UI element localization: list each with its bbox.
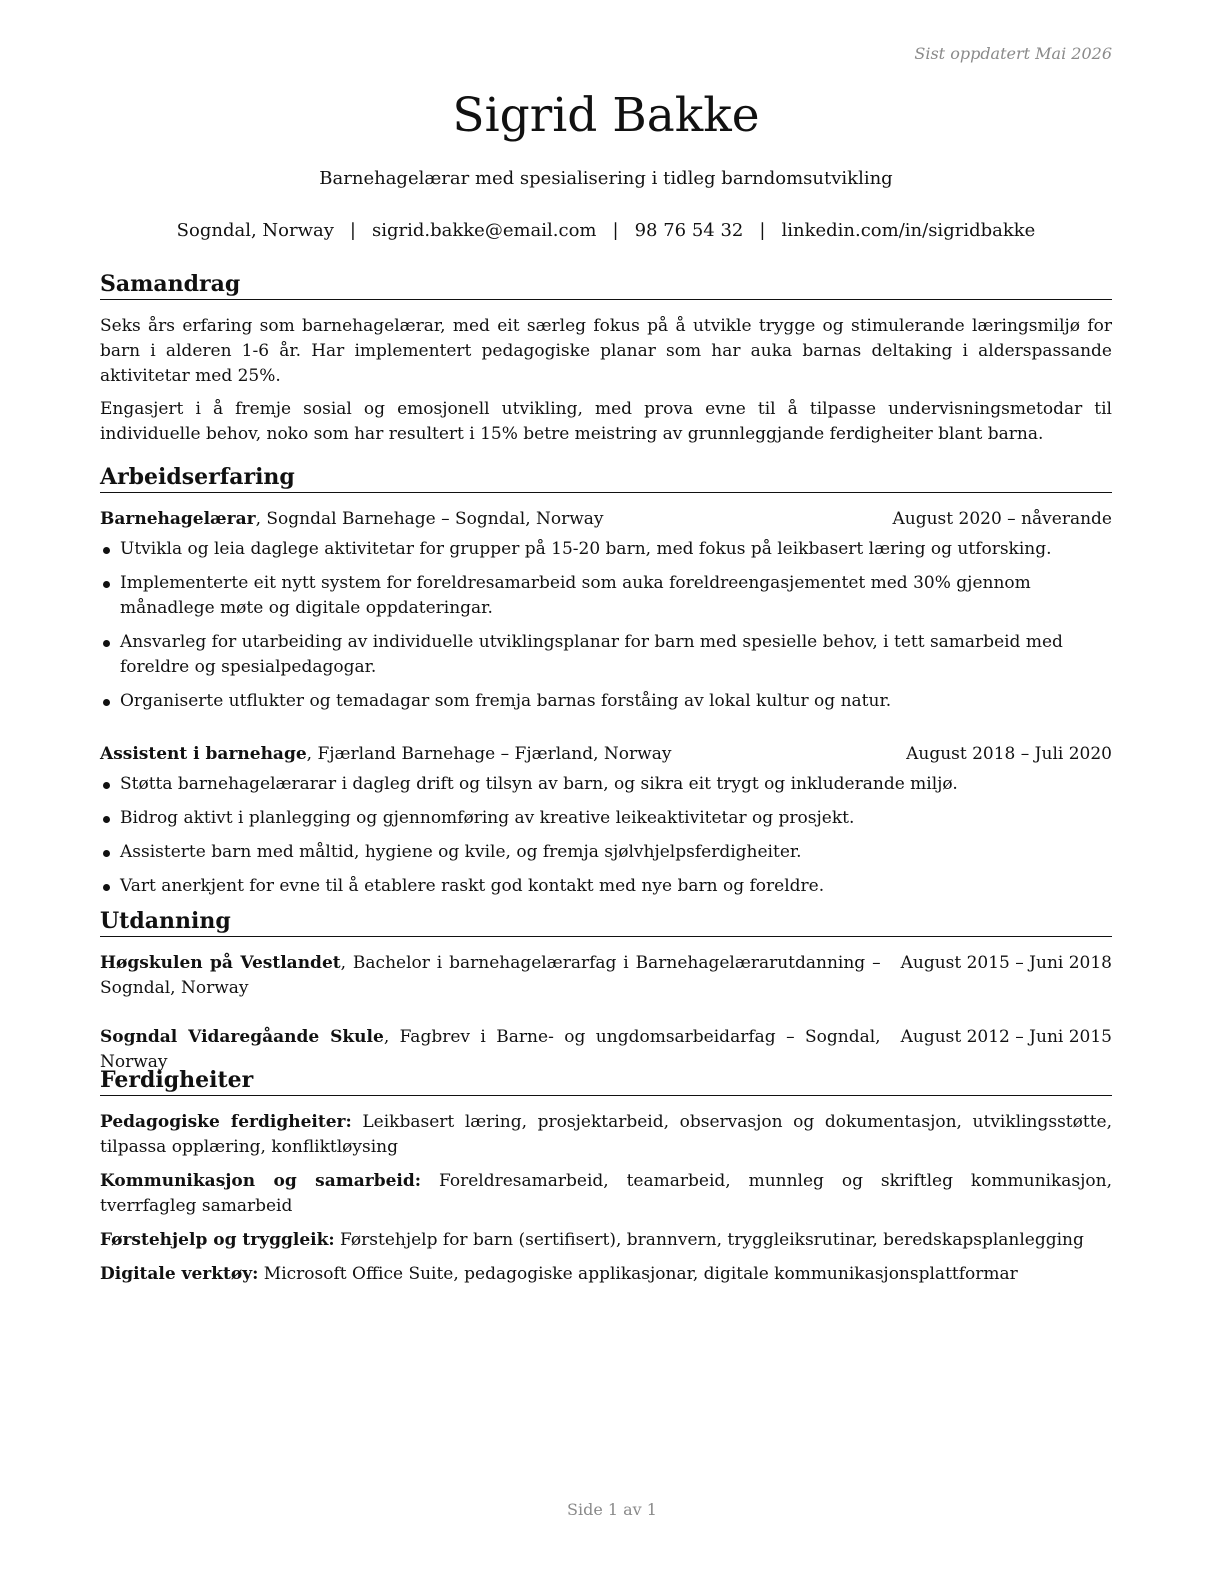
- skill-text: Førstehjelp for barn (sertifisert), brannvern, tryggleiksrutinar, beredskapsplanlegging: [334, 1230, 1084, 1250]
- contact-linkedin[interactable]: linkedin.com/in/sigridbakke: [781, 220, 1036, 241]
- job-employer: , Fjærland Barnehage – Fjærland, Norway: [306, 744, 672, 764]
- bullet-dot-icon: [103, 816, 110, 823]
- bullet-dot-icon: [103, 782, 110, 789]
- bullet-dot-icon: [103, 581, 110, 588]
- job-dates: August 2020 – nåverande: [892, 509, 1112, 529]
- education-entry: [100, 951, 1112, 1001]
- skill-line: [100, 1262, 1112, 1287]
- bullet-item: Implementerte eit nytt system for foreldresamarbeid som auka foreldreengasjementet med 30% gjennom månadlege møte og digitale oppdateringar.: [100, 571, 1112, 621]
- skill-label: Pedagogiske ferdigheiter:: [100, 1112, 352, 1132]
- bullet-item: Ansvarleg for utarbeiding av individuelle utviklingsplanar for barn med spesielle behov, i tett samarbeid med foreldre og spesialpedagogar.: [100, 630, 1112, 680]
- last-updated-note: Sist oppdatert Mai 2026: [914, 44, 1112, 63]
- job-entry: [100, 507, 1112, 714]
- job-role: Assistent i barnehage: [100, 744, 307, 764]
- job-title-line: [100, 507, 873, 532]
- job-employer: , Sogndal Barnehage – Sogndal, Norway: [255, 509, 604, 529]
- skill-text: Foreldresamarbeid, teamarbeid, munnleg og skriftleg kommunikasjon, tverrfagleg samarbeid: [100, 1171, 1112, 1216]
- bullet-item: Assisterte barn med måltid, hygiene og kvile, og fremja sjølvhjelpsferdigheiter.: [100, 840, 1112, 865]
- bullet-dot-icon: [103, 547, 110, 554]
- skill-line: [100, 1169, 1112, 1219]
- contact-line: [100, 218, 1112, 244]
- job-bullets: [100, 537, 1112, 714]
- contact-email[interactable]: sigrid.bakke@email.com: [371, 220, 597, 241]
- bullet-dot-icon: [103, 640, 110, 647]
- summary-paragraph: Engasjert i å fremje sosial og emosjonell utvikling, med prova evne til å tilpasse undervisningsmetodar til individuelle behov, noko som har resultert i 15% betre meistring av grunnleggjande ferdigheiter blant barna.: [100, 399, 1112, 444]
- section-title-education: Utdanning: [100, 907, 1112, 937]
- job-header: [100, 742, 1112, 767]
- candidate-name: Sigrid Bakke: [452, 88, 760, 143]
- skill-line: [100, 1228, 1112, 1253]
- job-title-line: [100, 742, 886, 767]
- bullet-dot-icon: [103, 699, 110, 706]
- skill-label: Digitale verktøy:: [100, 1264, 259, 1284]
- contact-separator: |: [349, 220, 356, 241]
- contact-location: Sogndal, Norway: [176, 220, 334, 241]
- bullet-item: Organiserte utflukter og temadagar som fremja barnas forståing av lokal kultur og natur.: [100, 689, 1112, 714]
- job-role: Barnehagelærar: [100, 509, 256, 529]
- bullet-dot-icon: [103, 884, 110, 891]
- skill-label: Førstehjelp og tryggleik:: [100, 1230, 335, 1250]
- job-dates: August 2018 – Juli 2020: [906, 744, 1112, 764]
- skill-text: Leikbasert læring, prosjektarbeid, observasjon og dokumentasjon, utviklingsstøtte, tilpassa opplæring, konfliktløysing: [100, 1112, 1113, 1157]
- section-title-summary: Samandrag: [100, 270, 1112, 300]
- job-header: [100, 507, 1112, 532]
- bullet-item: Bidrog aktivt i planlegging og gjennomføring av kreative leikeaktivitetar og prosjekt.: [100, 806, 1112, 831]
- contact-phone: 98 76 54 32: [634, 220, 744, 241]
- bullet-dot-icon: [103, 850, 110, 857]
- experience-section: [100, 463, 1112, 899]
- education-program: , Bachelor i barnehagelærarfag i Barnehagelærarutdanning – Sogndal, Norway: [100, 953, 881, 998]
- headline: Barnehagelærar med spesialisering i tidleg barndomsutvikling: [319, 168, 893, 189]
- education-dates: August 2015 – Juni 2018: [900, 953, 1112, 973]
- skill-label: Kommunikasjon og samarbeid:: [100, 1171, 422, 1191]
- education-title-line: [100, 951, 881, 1001]
- education-school: Høgskulen på Vestlandet: [100, 953, 341, 973]
- contact-separator: |: [612, 220, 619, 241]
- education-program: , Fagbrev i Barne- og ungdomsarbeidarfag – Sogndal, Norway: [100, 1027, 881, 1072]
- job-entry: [100, 742, 1112, 899]
- page-number: Side 1 av 1: [567, 1500, 657, 1519]
- section-title-skills: Ferdigheiter: [100, 1066, 1112, 1096]
- bullet-item: Vart anerkjent for evne til å etablere raskt god kontakt med nye barn og foreldre.: [100, 874, 1112, 899]
- skills-section: [100, 1066, 1112, 1296]
- skill-text: Microsoft Office Suite, pedagogiske applikasjonar, digitale kommunikasjonsplattformar: [258, 1264, 1018, 1284]
- section-title-experience: Arbeidserfaring: [100, 463, 1112, 493]
- summary-section: [100, 270, 1112, 447]
- contact-separator: |: [759, 220, 766, 241]
- skill-line: [100, 1110, 1112, 1160]
- education-school: Sogndal Vidaregåande Skule: [100, 1027, 384, 1047]
- summary-paragraph: Seks års erfaring som barnehagelærar, med eit særleg fokus på å utvikle trygge og stimulerande læringsmiljø for barn i alderen 1-6 år. Har implementert pedagogiske planar som har auka barnas deltaking i alderspassande aktivitetar med 25%.: [100, 316, 1112, 386]
- job-bullets: [100, 772, 1112, 899]
- bullet-item: Utvikla og leia daglege aktivitetar for grupper på 15-20 barn, med fokus på leikbasert læring og utforsking.: [100, 537, 1112, 562]
- education-dates: August 2012 – Juni 2015: [900, 1027, 1112, 1047]
- bullet-item: Støtta barnehagelærarar i dagleg drift og tilsyn av barn, og sikra eit trygt og inkluderande miljø.: [100, 772, 1112, 797]
- education-section: [100, 907, 1112, 1075]
